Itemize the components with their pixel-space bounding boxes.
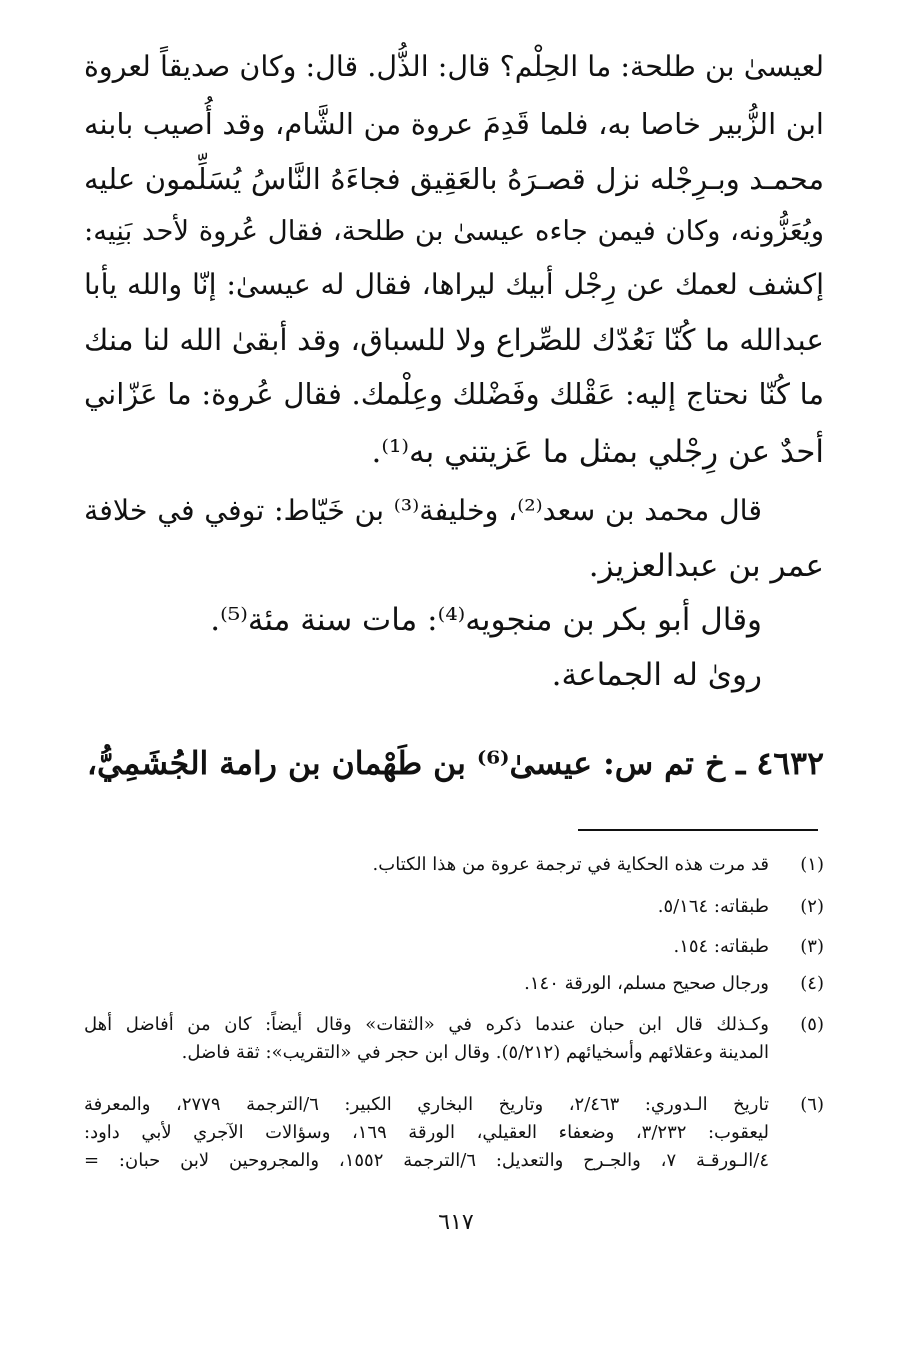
footnote-number: (١): [800, 854, 824, 875]
main-text-line: أحدٌ عن رِجْلي بمثل ما عَزيتني به⁽¹⁾.: [371, 434, 824, 470]
footnote-2: [84, 893, 824, 921]
footnote-5: [84, 1011, 824, 1067]
biography-line: قال محمد بن سعد⁽²⁾، وخليفة⁽³⁾ بن خَيّاط: توفي في خلافة: [84, 494, 762, 527]
footnote-text: تاريخ الـدوري: ٢/٤٦٣، وتاريخ البخاري الكبير: ٦/الترجمة ٢٧٧٩، والمعرفة: [84, 1094, 769, 1115]
footnote-number: (٤): [800, 973, 824, 994]
page-number: ٦١٧: [438, 1210, 474, 1235]
main-text-line: عبدالله ما كُنّا نَعُدّك للصِّراع ولا للسباق، وقد أبقىٰ الله لنا منك: [84, 323, 824, 357]
footnote-number: (٦): [800, 1094, 824, 1115]
footnote-3: [84, 933, 824, 961]
footnote-text: وكـذلك قال ابن حبان عندما ذكره في «الثقات» وقال أيضاً: كان من أفاضل أهل: [84, 1014, 769, 1035]
footnote-4: [84, 970, 824, 998]
footnote-text: طبقاته: ١٥٤.: [673, 936, 769, 957]
main-text-line: إكشف لعمك عن رِجْل أبيك ليراها، فقال له عيسىٰ: إنّا والله يأبا: [84, 268, 824, 301]
death-date-line: وقال أبو بكر بن منجويه⁽⁴⁾: مات سنة مئة⁽⁵⁾.: [210, 602, 762, 638]
main-text-line: ما كُنّا نحتاج إليه: عَقْلك وفَضْلك وعِلْمك. فقال عُروة: ما عَزّاني: [84, 377, 824, 411]
footnote-text: المدينة وعقلائهم وأسخيائهم (٥/٢١٢). وقال ابن حجر في «التقريب»: ثقة فاضل.: [181, 1042, 769, 1063]
main-text-line: محمـد وبـرِجْله نزل قصـرَهُ بالعَقِيق فجاءَهُ النَّاسُ يُسَلِّمون عليه: [84, 162, 824, 196]
footnote-6: [84, 1091, 824, 1175]
footnote-text: ورجال صحيح مسلم، الورقة ١٤٠.: [524, 973, 769, 994]
main-text-line: لعيسىٰ بن طلحة: ما الحِلْم؟ قال: الذُّل. قال: وكان صديقاً لعروة: [84, 50, 824, 83]
footnote-number: (٥): [800, 1014, 824, 1035]
footnote-separator: [578, 829, 818, 831]
footnote-text: ٤/الـورقـة ٧، والجـرح والتعديل: ٦/الترجمة ١٥٥٢، والمجروحين لابن حبان: =: [84, 1150, 769, 1171]
footnote-text: قد مرت هذه الحكاية في ترجمة عروة من هذا الكتاب.: [372, 854, 769, 875]
footnote-text: طبقاته: ٥/١٦٤.: [657, 896, 769, 917]
entry-heading: ٤٦٣٢ ـ خ تم س: عيسىٰ⁽⁶⁾ بن طَهْمان بن رامة الجُشَمِيُّ،: [86, 745, 824, 782]
footnote-1: [84, 851, 824, 879]
footnote-number: (٣): [800, 936, 824, 957]
main-text-line: ابن الزُّبير خاصا به، فلما قَدِمَ عروة من الشَّام، وقد أُصيب بابنه: [84, 107, 824, 141]
footnote-text: ليعقوب: ٣/٢٣٢، وضعفاء العقيلي، الورقة ١٦٩، وسؤالات الآجري لأبي داود:: [84, 1122, 769, 1143]
main-text-line: ويُعَزُّونه، وكان فيمن جاءه عيسىٰ بن طلحة، فقال عُروة لأحد بَنِيه:: [84, 215, 824, 247]
footnote-number: (٢): [800, 896, 824, 917]
narration-line: روىٰ له الجماعة.: [551, 657, 762, 693]
biography-line: عمر بن عبدالعزيز.: [588, 548, 824, 584]
